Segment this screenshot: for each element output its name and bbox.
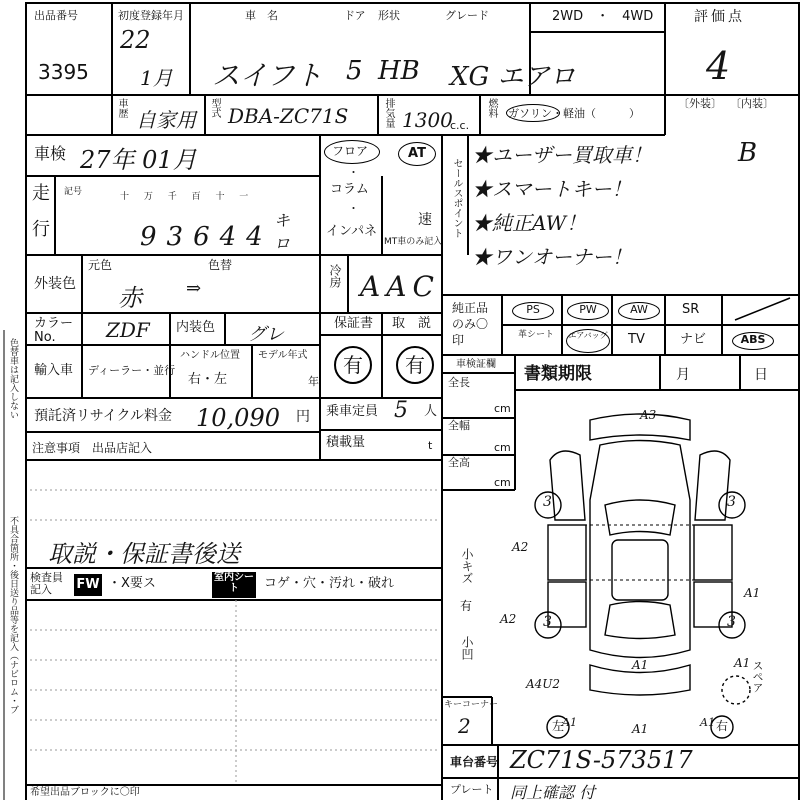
tire-rl: 3 xyxy=(543,614,552,630)
column-dot: ・ xyxy=(348,202,359,215)
mark-bottom: A1 xyxy=(632,722,649,736)
manual-label: 取 説 xyxy=(392,316,432,331)
genuine-ps: PS xyxy=(512,302,554,320)
length-unit: cm xyxy=(494,402,511,415)
dealer-label: ディーラー・並行 xyxy=(88,364,176,377)
color-no-value: ZDF xyxy=(106,318,150,342)
tire-rr: 3 xyxy=(727,614,736,630)
capacity-value: 5 xyxy=(394,398,408,423)
interior-grade: B xyxy=(738,138,758,168)
interior-color-value: グレ xyxy=(248,324,284,345)
sale-point-2: ★スマートキー！ xyxy=(472,177,632,201)
diagram-right-front-door xyxy=(694,525,732,580)
fw-badge: FW xyxy=(74,574,102,596)
mileage-value: 93644 xyxy=(140,222,273,252)
key-corner-value: 2 xyxy=(458,714,471,738)
mileage-label-a: 走 xyxy=(32,183,50,204)
original-color: 赤 xyxy=(118,284,142,312)
mark-extra-a: A1 xyxy=(562,716,577,729)
capacity-label: 乗車定員 xyxy=(326,404,379,419)
interior-color-label: 内装色 xyxy=(176,320,216,335)
seat-note: コゲ・穴・汚れ・破れ xyxy=(264,576,395,591)
shape-label: 形状 xyxy=(378,9,400,22)
displacement-label: 排気量 xyxy=(383,98,394,128)
ac-value: AAC xyxy=(360,270,440,303)
docs-day: 日 xyxy=(754,367,768,383)
drive-type: 2WD ・ 4WD xyxy=(552,9,654,24)
genuine-aw: AW xyxy=(618,302,660,320)
manual-present: 有 xyxy=(396,346,434,384)
chassis-label: 車台番号 xyxy=(450,755,499,769)
inspection-date: 27年 01月 xyxy=(80,146,197,174)
car-name-label: 車 名 xyxy=(245,9,278,22)
plate-value: 同上確認 付 xyxy=(510,783,596,802)
wheel-right-label: 右 xyxy=(716,719,729,733)
color-no-label: カラーNo. xyxy=(34,316,74,345)
history-label: 車歴 xyxy=(116,98,127,118)
color-change-value: ⇒ xyxy=(186,278,202,299)
width-label: 全幅 xyxy=(448,419,470,432)
chassis-number: ZC71S-573517 xyxy=(510,746,693,774)
genuine-leather-seat: 革シート xyxy=(517,330,554,340)
model-label: 型式 xyxy=(209,98,220,118)
diagram-roof xyxy=(612,540,668,600)
inpane-label: インパネ xyxy=(326,224,378,239)
diagram-left-front-fender xyxy=(550,451,585,520)
sidebar-bottom-note: 不具合箇所・後日送り品等を記入（ナビロム・ブ xyxy=(8,516,18,714)
spare-label: スペア xyxy=(751,660,764,693)
wheel-left-label: 左 xyxy=(552,719,565,733)
height-label: 全高 xyxy=(448,456,470,469)
displacement-unit: c.c. xyxy=(450,119,470,132)
sidebar-top-note: 色替車は記入しない xyxy=(8,338,18,419)
floor-label: フロア xyxy=(332,144,369,158)
capacity-unit: 人 xyxy=(424,404,438,419)
warranty-label: 保証書 xyxy=(334,316,374,331)
key-corner-label: キーコーナー xyxy=(444,700,499,710)
column-label: コラム xyxy=(330,182,369,197)
genuine-airbag: エアバッグ xyxy=(566,329,610,353)
door-label: ドア xyxy=(344,9,366,22)
cert-label: 車検証欄 xyxy=(456,359,496,370)
grade-value: XG エアロ xyxy=(450,62,576,92)
mark-left-bottom: A4U2 xyxy=(526,677,561,691)
inspector-label: 検査員記入 xyxy=(30,571,63,596)
mileage-units: 十 万 千 百 十 一 xyxy=(120,192,255,202)
model-year-label: モデル年式 xyxy=(258,350,308,361)
mark-front-bumper: A3 xyxy=(640,408,657,422)
diagram-left-rear-door xyxy=(548,582,586,627)
diagram-spare xyxy=(722,676,750,704)
load-unit: t xyxy=(428,439,433,452)
legend-have: 有 xyxy=(460,599,473,613)
sale-points-label: セールスポイント xyxy=(451,158,462,238)
load-label: 積載量 xyxy=(326,435,366,450)
genuine-abs: ABS xyxy=(732,332,774,350)
registration-month: 1月 xyxy=(140,66,173,90)
tire-fl: 3 xyxy=(543,494,552,510)
handle-value: 右・左 xyxy=(188,372,228,387)
mark-left-fender: A2 xyxy=(512,540,529,554)
registration-year: 22 xyxy=(120,26,151,54)
width-unit: cm xyxy=(494,441,511,454)
original-color-label: 元色 xyxy=(88,258,113,272)
car-name: スイフト xyxy=(212,59,323,92)
sale-point-4: ★ワンオーナー！ xyxy=(472,245,632,269)
lot-number-label: 出品番号 xyxy=(34,9,78,22)
grade-label: グレード xyxy=(445,9,489,22)
mark-extra-b: A1 xyxy=(700,716,715,729)
legend-small-scratch: 小キズ xyxy=(460,548,474,584)
fw-note: ・X要ス xyxy=(108,576,156,591)
recycle-fee: 10,090 xyxy=(196,404,280,432)
docs-month: 月 xyxy=(676,367,690,383)
mark-rear-bumper: A1 xyxy=(632,658,649,672)
diagram-body xyxy=(590,441,690,658)
recycle-label: 預託済リサイクル料金 xyxy=(34,408,173,424)
ac-label: 冷房 xyxy=(328,264,342,288)
displacement-value: 1300 xyxy=(402,108,453,132)
genuine-label: 純正品のみ〇印 xyxy=(452,301,489,347)
genuine-pw: PW xyxy=(567,302,609,320)
legend-dent: 小凹 xyxy=(460,636,474,660)
notes-handwritten: 取説・保証書後送 xyxy=(48,540,240,568)
registration-label: 初度登録年月 xyxy=(118,9,184,22)
docs-deadline-label: 書類期限 xyxy=(524,364,592,384)
plate-label: プレート xyxy=(450,783,494,796)
notes-label: 注意事項 出品店記入 xyxy=(32,441,153,455)
tire-fr: 3 xyxy=(727,494,736,510)
fuel-options: ガソリン・軽油（ ） xyxy=(508,107,640,120)
recycle-unit: 円 xyxy=(296,409,310,425)
at-badge: AT xyxy=(398,142,436,166)
height-unit: cm xyxy=(494,476,511,489)
mark-right-rear: A1 xyxy=(744,586,761,600)
history-value: 自家用 xyxy=(136,108,196,132)
mileage-note: 記号 xyxy=(64,187,83,197)
length-label: 全長 xyxy=(448,376,470,389)
score-value: 4 xyxy=(706,44,731,88)
diagram-right-front-fender xyxy=(695,451,730,520)
mileage-label-b: 行 xyxy=(32,219,50,240)
genuine-navi: ナビ xyxy=(680,332,707,347)
sale-point-1: ★ユーザー買取車！ xyxy=(472,143,652,167)
inspection-label: 車検 xyxy=(34,144,67,163)
exterior-grade-label: 〔外装〕 xyxy=(678,97,722,110)
diagram-left-front-door xyxy=(548,525,586,580)
exterior-color-label: 外装色 xyxy=(34,276,76,292)
genuine-tv: TV xyxy=(628,332,645,347)
warranty-present: 有 xyxy=(334,346,372,384)
floor-dot: ・ xyxy=(348,166,359,179)
mark-left-rear: A2 xyxy=(500,612,517,626)
block-note: 希望出品ブロックに〇印 xyxy=(30,787,140,798)
diagram-rear-glass xyxy=(605,602,675,639)
genuine-sr: SR xyxy=(682,302,700,317)
door-count: 5 xyxy=(346,56,363,86)
diagram-windshield xyxy=(605,500,675,535)
body-shape: HB xyxy=(378,56,420,86)
score-label: 評価点 xyxy=(694,9,745,25)
seat-badge: 室内シート xyxy=(212,572,256,598)
sale-point-3: ★純正AW！ xyxy=(472,211,587,235)
import-label: 輸入車 xyxy=(34,363,74,378)
mark-right-quarter: A1 xyxy=(734,656,751,670)
handle-label: ハンドル位置 xyxy=(180,350,240,361)
mt-note: MT車のみ記入 xyxy=(384,237,443,247)
model-year-unit: 年 xyxy=(308,375,319,388)
model-code: DBA-ZC71S xyxy=(228,104,349,128)
lot-number: 3395 xyxy=(38,60,89,84)
fuel-label: 燃料 xyxy=(486,98,497,118)
color-change-label: 色替 xyxy=(208,258,233,272)
mileage-unit: キロ xyxy=(274,211,291,253)
interior-grade-label: 〔内装〕 xyxy=(730,97,774,110)
speed-label: 速 xyxy=(418,212,432,228)
